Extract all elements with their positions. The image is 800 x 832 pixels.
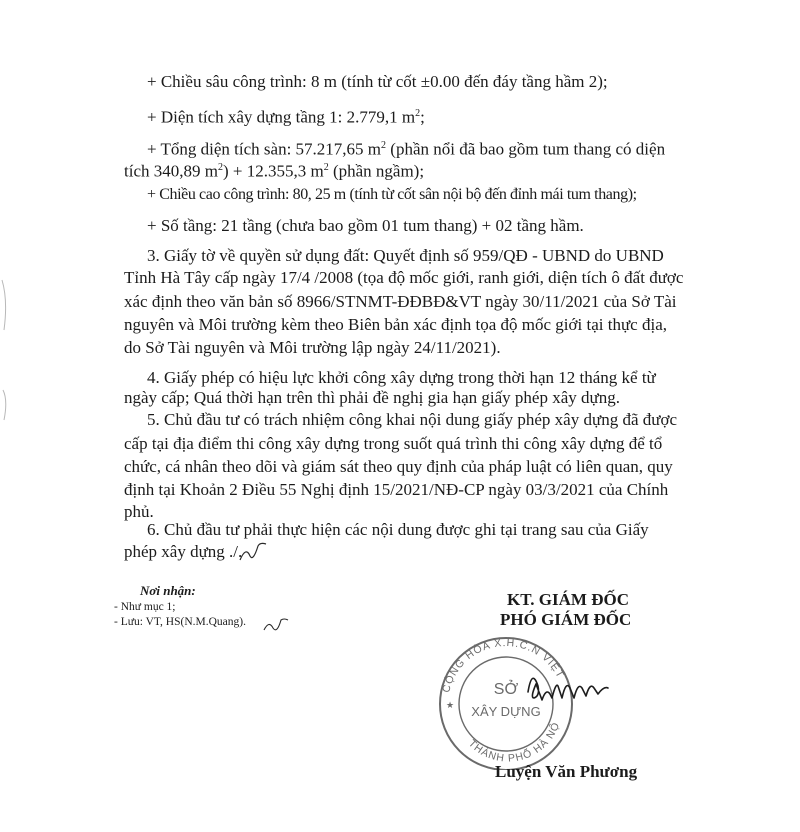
land-docs-line-4: nguyên và Môi trường kèm theo Biên bản xác định tọa độ mốc giới tại thực địa,	[124, 315, 667, 334]
obligation-line-2: phép xây dựng ./.	[124, 542, 243, 561]
signature-title-2: PHÓ GIÁM ĐỐC	[500, 610, 632, 629]
seal-bottom-text: THÀNH PHỐ HÀ NỘ	[465, 720, 563, 765]
land-docs-line: 3. Giấy tờ về quyền sử dụng đất: Quyết định số 959/QĐ - UBND do UBND	[147, 246, 664, 265]
height-line: + Chiều cao công trình: 80, 25 m (tính từ cốt sân nội bộ đến đỉnh mái tum thang);	[147, 186, 637, 203]
handwritten-signature-icon	[520, 662, 620, 710]
margin-mark	[0, 0, 20, 832]
land-docs-line-3: xác định theo văn bản số 8966/STNMT-ĐĐBĐ&VT ngày 30/11/2021 của Sở Tài	[124, 292, 677, 311]
initial-scribble-icon	[262, 616, 290, 636]
disclosure-line-3: chức, cá nhân theo dõi và giám sát theo quy định của pháp luật có liên quan, quy	[124, 457, 673, 476]
depth-line: + Chiều sâu công trình: 8 m (tính từ cốt ±0.00 đến đáy tầng hầm 2);	[147, 72, 608, 91]
signature-title-1: KT. GIÁM ĐỐC	[507, 590, 629, 609]
disclosure-line: 5. Chủ đầu tư có trách nhiệm công khai nội dung giấy phép xây dựng đã được	[147, 410, 677, 429]
seal-center-text-2: XÂY DỰNG	[471, 704, 541, 719]
validity-line-2: ngày cấp; Quá thời hạn trên thì phải đề nghị gia hạn giấy phép xây dựng.	[124, 388, 620, 407]
total-floor-area-line: + Tổng diện tích sàn: 57.217,65 $m^2$ (phần nổi đã bao gồm tum thang có diện	[147, 139, 666, 159]
floor1-area-line: + Diện tích xây dựng tầng 1: 2.779,1 $m^2$;	[147, 107, 425, 127]
seal-center-text-1: SỞ	[493, 681, 519, 698]
recipients-heading: Nơi nhận:	[140, 583, 196, 598]
initial-scribble-icon	[238, 542, 268, 564]
seal-top-text: CỘNG HÒA X.H.C.N VIỆT	[440, 636, 567, 694]
disclosure-line-2: cấp tại địa điểm thi công xây dựng trong suốt quá trình thi công xây dựng để tổ	[124, 434, 663, 453]
disclosure-line-4: định tại Khoản 2 Điều 55 Nghị định 15/2021/NĐ-CP ngày 03/3/2021 của Chính	[124, 480, 669, 499]
obligation-line: 6. Chủ đầu tư phải thực hiện các nội dung được ghi tại trang sau của Giấy	[147, 520, 649, 539]
signer-name: Luyện Văn Phương	[495, 762, 638, 781]
recipient-item-1: - Như mục 1;	[114, 601, 176, 613]
floors-line: + Số tầng: 21 tầng (chưa bao gồm 01 tum thang) + 02 tầng hầm.	[147, 216, 584, 235]
land-docs-line-2: Tỉnh Hà Tây cấp ngày 17/4 /2008 (tọa độ mốc giới, ranh giới, diện tích ô đất được	[124, 268, 684, 287]
disclosure-line-5: phủ.	[124, 502, 154, 521]
svg-text:★: ★	[446, 700, 455, 710]
land-docs-line-5: do Sở Tài nguyên và Môi trường lập ngày 24/11/2021).	[124, 338, 501, 357]
recipient-item-2: - Lưu: VT, HS(N.M.Quang).	[114, 616, 246, 628]
total-floor-area-line-cont: tích 340,89 $m^2) + 12.355,3$ $m^2$ (phần ngầm);	[124, 161, 425, 181]
validity-line: 4. Giấy phép có hiệu lực khởi công xây dựng trong thời hạn 12 tháng kể từ	[147, 368, 656, 387]
